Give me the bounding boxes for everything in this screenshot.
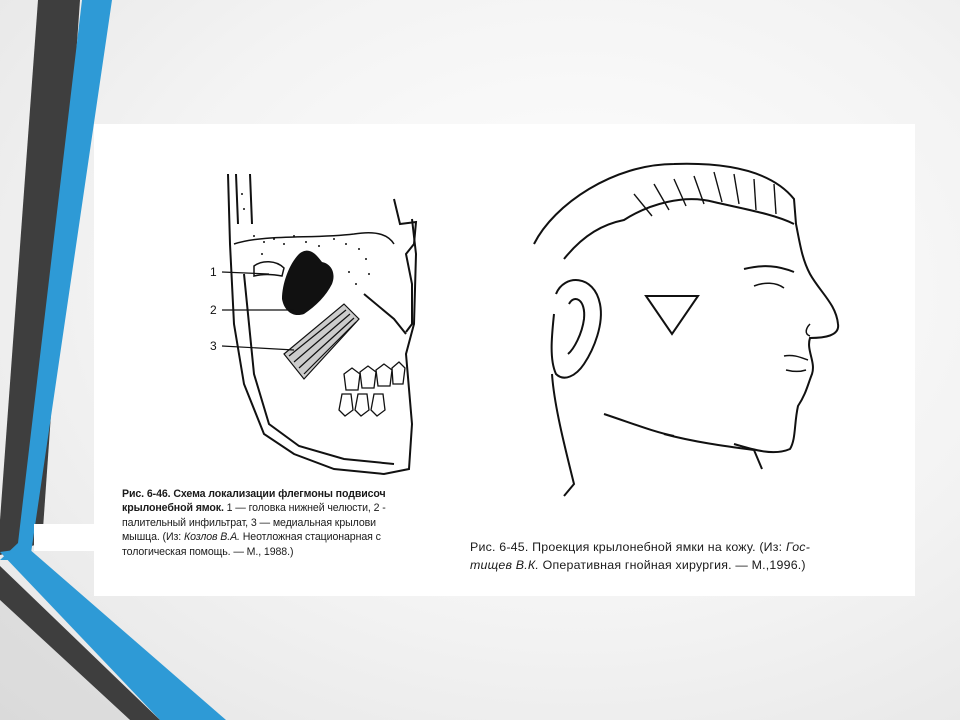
ear	[552, 280, 601, 378]
label-1: 1	[210, 265, 217, 279]
caption-left-line-5: тологическая помощь. — М., 1988.)	[122, 545, 294, 558]
caption-left-line-4: мышца. (Из: Козлов В.А. Неотложная стационарная с	[122, 531, 381, 544]
eyebrow	[744, 266, 794, 272]
jaw-line	[604, 414, 674, 436]
head-profile	[534, 164, 838, 496]
label-2: 2	[210, 303, 217, 317]
caption-left	[122, 487, 468, 559]
skull-base	[234, 233, 394, 244]
caption-right-line-1: Рис. 6-45. Проекция крылонебной ямки на кожу. (Из: Гос-	[470, 540, 811, 554]
pterygoid-muscle	[284, 304, 359, 379]
label-3: 3	[210, 339, 217, 353]
teeth	[339, 362, 405, 416]
mouth	[784, 355, 808, 371]
ear-inner	[568, 299, 584, 354]
eye	[754, 283, 784, 288]
projection-triangle	[646, 296, 698, 334]
vertical-bone-1	[236, 174, 252, 224]
caption-left-line-3: палительный инфильтрат, 3 — медиальная крылови	[122, 516, 376, 529]
hair-line	[564, 199, 794, 259]
infiltrate-dark-area	[282, 251, 334, 315]
nostril	[806, 324, 810, 336]
caption-right	[470, 539, 910, 574]
hair-strokes	[634, 172, 776, 216]
caption-left-line-1: Рис. 6-46. Схема локализации флегмоны подвисоч	[122, 488, 386, 500]
caption-left-line-2: крылонебной ямок. 1 — головка нижней челюсти, 2 -	[122, 502, 386, 515]
caption-right-line-2: тищев В.К. Оперативная гнойная хирургия. — М.,1996.)	[470, 557, 806, 572]
neck-front	[664, 434, 762, 469]
neck-back	[552, 374, 574, 496]
cheek-line	[364, 294, 406, 334]
